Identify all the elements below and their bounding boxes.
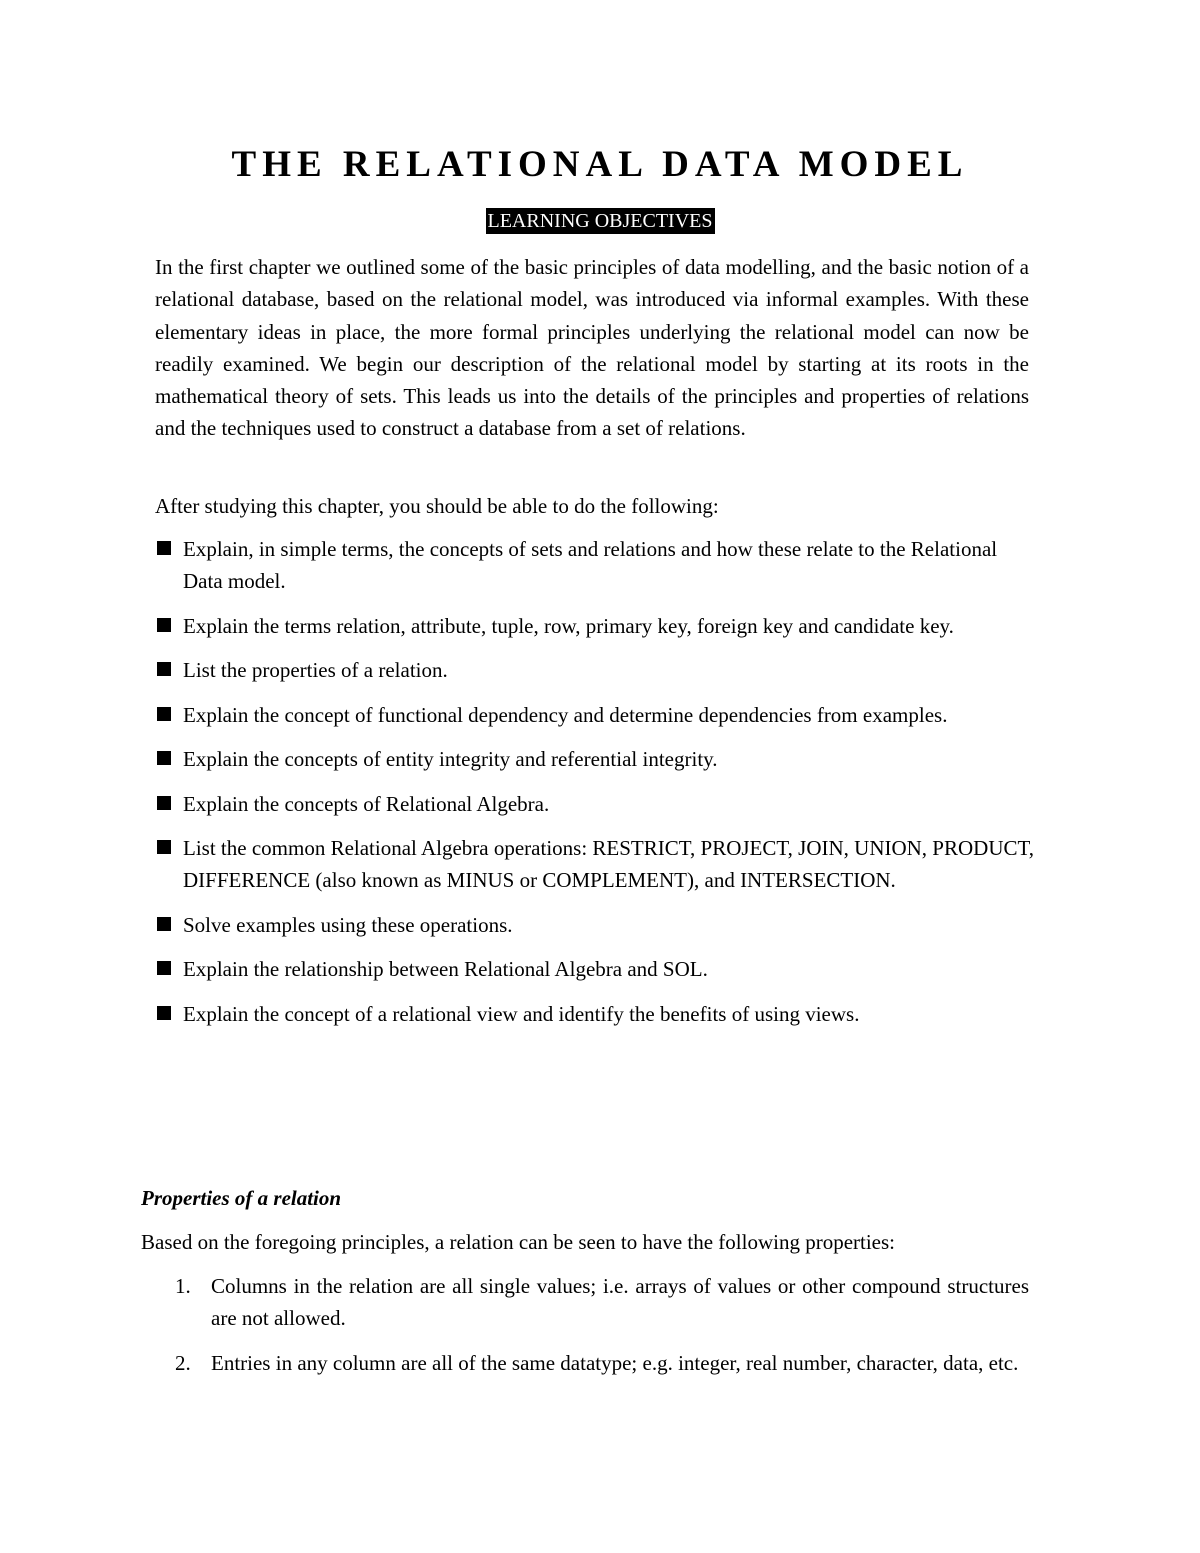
objective-text: Explain the terms relation, attribute, tuple, row, primary key, foreign key and candidate key. [183,613,954,638]
objective-text: Explain the relationship between Relational Algebra and SOL. [183,957,708,981]
section-intro: Based on the foregoing principles, a relation can be seen to have the following properties: [141,1230,896,1254]
objective-text: Explain the concepts of Relational Algebra. [183,791,550,816]
objective-item [155,998,1035,1030]
property-text: Entries in any column are all of the same datatype; e.g. integer, real number, character, data, etc. [211,1351,1019,1375]
properties-list [141,1270,1029,1392]
objective-item [155,654,1035,686]
objective-item [155,788,1035,820]
objective-item [155,533,1035,597]
square-bullet-icon [157,618,171,632]
objective-item [155,953,1035,985]
objective-item [155,909,1035,941]
square-bullet-icon [157,707,171,721]
square-bullet-icon [157,840,171,854]
square-bullet-icon [157,662,171,676]
objectives-lead: After studying this chapter, you should be able to do the following: [155,494,719,518]
objective-text: Explain the concepts of entity integrity and referential integrity. [183,747,718,771]
objective-text: Explain the concept of a relational view and identify the benefits of using views. [183,1001,860,1026]
objectives-list [155,533,1035,1042]
item-number: 2. [175,1351,191,1375]
property-item [141,1270,1029,1334]
objective-item [155,832,1035,896]
objective-item [155,699,1035,731]
section-heading: Properties of a relation [141,1186,342,1210]
objective-text: Explain, in simple terms, the concepts of sets and relations and how these relate to the Relational Data model. [183,537,998,593]
square-bullet-icon [157,917,171,931]
learning-objectives-label: LEARNING OBJECTIVES [487,210,713,232]
objective-text: Solve examples using these operations. [183,912,513,937]
property-text: Columns in the relation are all single values; i.e. arrays of values or other compound structures are not allowed. [211,1274,1029,1330]
square-bullet-icon [157,751,171,765]
objective-item [155,743,1035,775]
intro-paragraph: In the first chapter we outlined some of the basic principles of data modelling, and the basic notion of a relational database, based on the relational model, was introduced via informal examples. With these elementary ideas in place, the more formal principles underlying the relational model can now be readily examined. We begin our description of the relational model by starting at its roots in the mathematical theory of sets. This leads us into the details of the principles and properties of relations and the techniques used to construct a database from a set of relations. [155,255,1029,441]
square-bullet-icon [157,961,171,975]
page-title: THE RELATIONAL DATA MODEL [231,144,969,185]
objective-item [155,610,1035,642]
property-item [141,1347,1029,1379]
square-bullet-icon [157,541,171,555]
square-bullet-icon [157,796,171,810]
item-number: 1. [175,1274,191,1298]
objective-text: Explain the concept of functional dependency and determine dependencies from examples. [183,702,948,727]
objective-text: List the common Relational Algebra operations: RESTRICT, PROJECT, JOIN, UNION, PRODUCT, DIFFERENCE (also known as MINUS or COMPLEMENT), and INTERSECTION. [183,836,1035,892]
square-bullet-icon [157,1006,171,1020]
objective-text: List the properties of a relation. [183,658,448,682]
learning-objectives-banner [0,208,1200,234]
